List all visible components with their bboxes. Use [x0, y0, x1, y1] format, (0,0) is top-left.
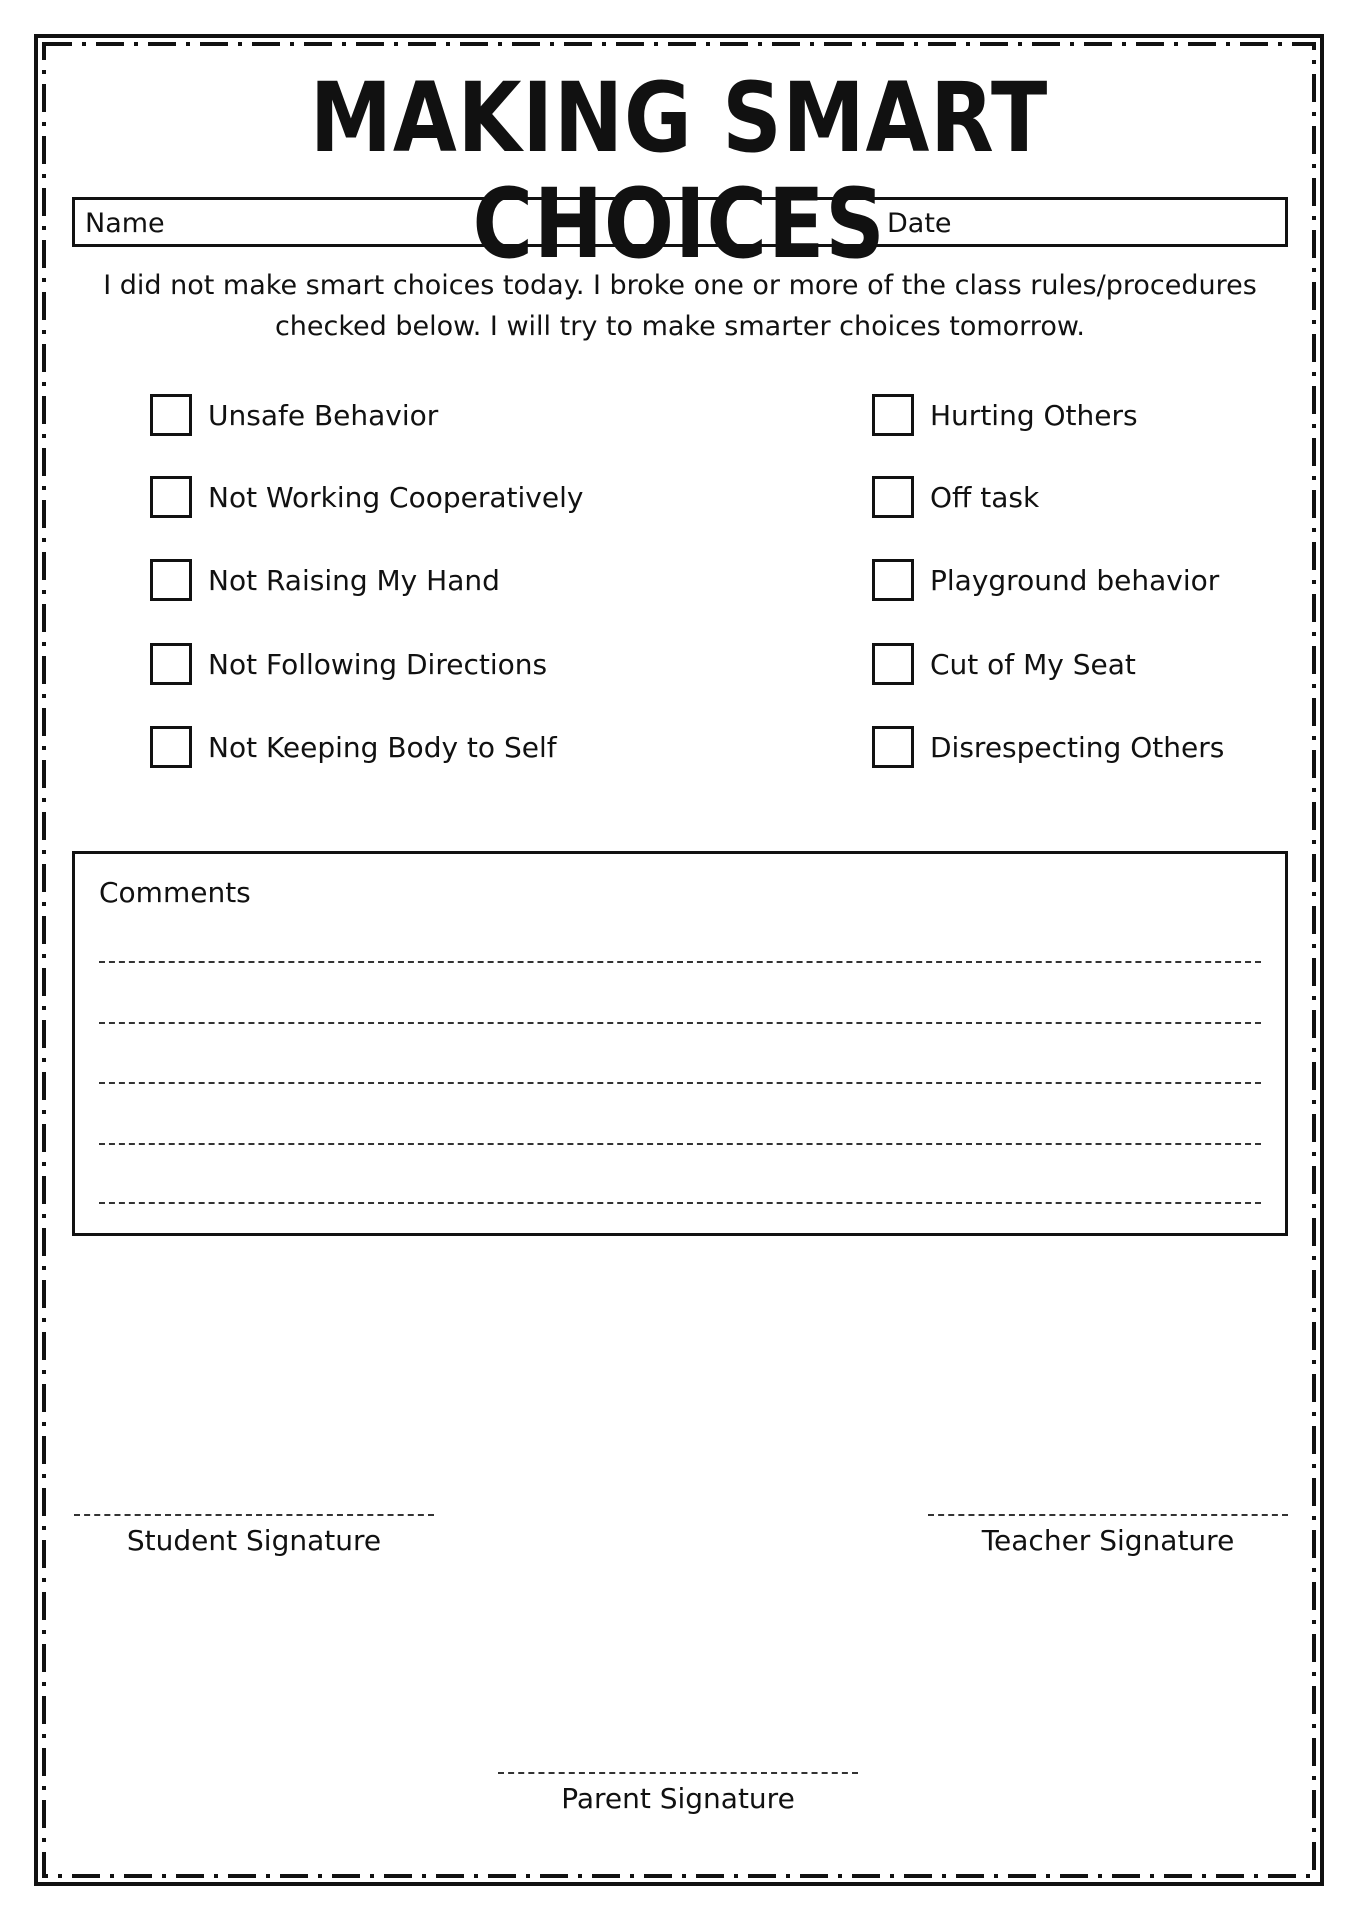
checklist-item[interactable]: [872, 392, 1138, 438]
signature-line[interactable]: [498, 1772, 858, 1774]
checkbox[interactable]: [150, 643, 192, 685]
checklist-label: Not Working Cooperatively: [208, 480, 584, 514]
parent-signature-block[interactable]: [498, 1772, 858, 1815]
checkbox[interactable]: [150, 559, 192, 601]
checklist-item[interactable]: [150, 392, 438, 438]
intro-statement: I did not make smart choices today. I broke one or more of the class rules/procedures checked below. I will try to make smarter choices tomorrow.: [103, 270, 1257, 342]
name-field-label[interactable]: Name: [85, 208, 165, 239]
checklist-label: Not Keeping Body to Self: [208, 730, 557, 764]
checklist-item[interactable]: [150, 641, 547, 687]
name-date-box: [72, 197, 1288, 247]
comments-box: [72, 851, 1288, 1236]
student-signature-label: Student Signature: [126, 1524, 382, 1557]
checklist-label: Unsafe Behavior: [208, 398, 439, 432]
checklist-label: Hurting Others: [930, 398, 1138, 432]
comment-line[interactable]: [99, 1082, 1261, 1084]
checklist-item[interactable]: [150, 557, 500, 603]
date-field-label[interactable]: Date: [887, 208, 952, 239]
checklist-item[interactable]: [150, 724, 557, 770]
checkbox[interactable]: [872, 476, 914, 518]
checklist-label: Not Following Directions: [208, 647, 548, 681]
checkbox[interactable]: [872, 643, 914, 685]
checklist-label: Playground behavior: [930, 563, 1220, 597]
checklist-item[interactable]: [872, 641, 1136, 687]
checkbox[interactable]: [150, 394, 192, 436]
checklist-item[interactable]: [872, 724, 1224, 770]
student-signature-block[interactable]: [74, 1514, 434, 1557]
comment-line[interactable]: [99, 1202, 1261, 1204]
checkbox[interactable]: [872, 726, 914, 768]
checklist-label: Off task: [930, 480, 1040, 514]
checklist-label: Disrespecting Others: [930, 730, 1225, 764]
signature-line[interactable]: [928, 1514, 1288, 1516]
parent-signature-label: Parent Signature: [561, 1782, 795, 1815]
teacher-signature-block[interactable]: [928, 1514, 1288, 1557]
page-title: MAKING SMART CHOICES: [309, 62, 1049, 280]
checkbox[interactable]: [150, 726, 192, 768]
checklist-item[interactable]: [872, 557, 1219, 603]
checklist-item[interactable]: [872, 474, 1039, 520]
signature-line[interactable]: [74, 1514, 434, 1516]
checkbox[interactable]: [872, 394, 914, 436]
comments-label: Comments: [99, 876, 251, 909]
checklist-label: Cut of My Seat: [930, 647, 1136, 681]
checklist-label: Not Raising My Hand: [208, 563, 500, 597]
checklist-item[interactable]: [150, 474, 583, 520]
teacher-signature-label: Teacher Signature: [981, 1524, 1235, 1557]
comment-line[interactable]: [99, 1022, 1261, 1024]
comment-line[interactable]: [99, 961, 1261, 963]
checkbox[interactable]: [872, 559, 914, 601]
comment-line[interactable]: [99, 1143, 1261, 1145]
checkbox[interactable]: [150, 476, 192, 518]
